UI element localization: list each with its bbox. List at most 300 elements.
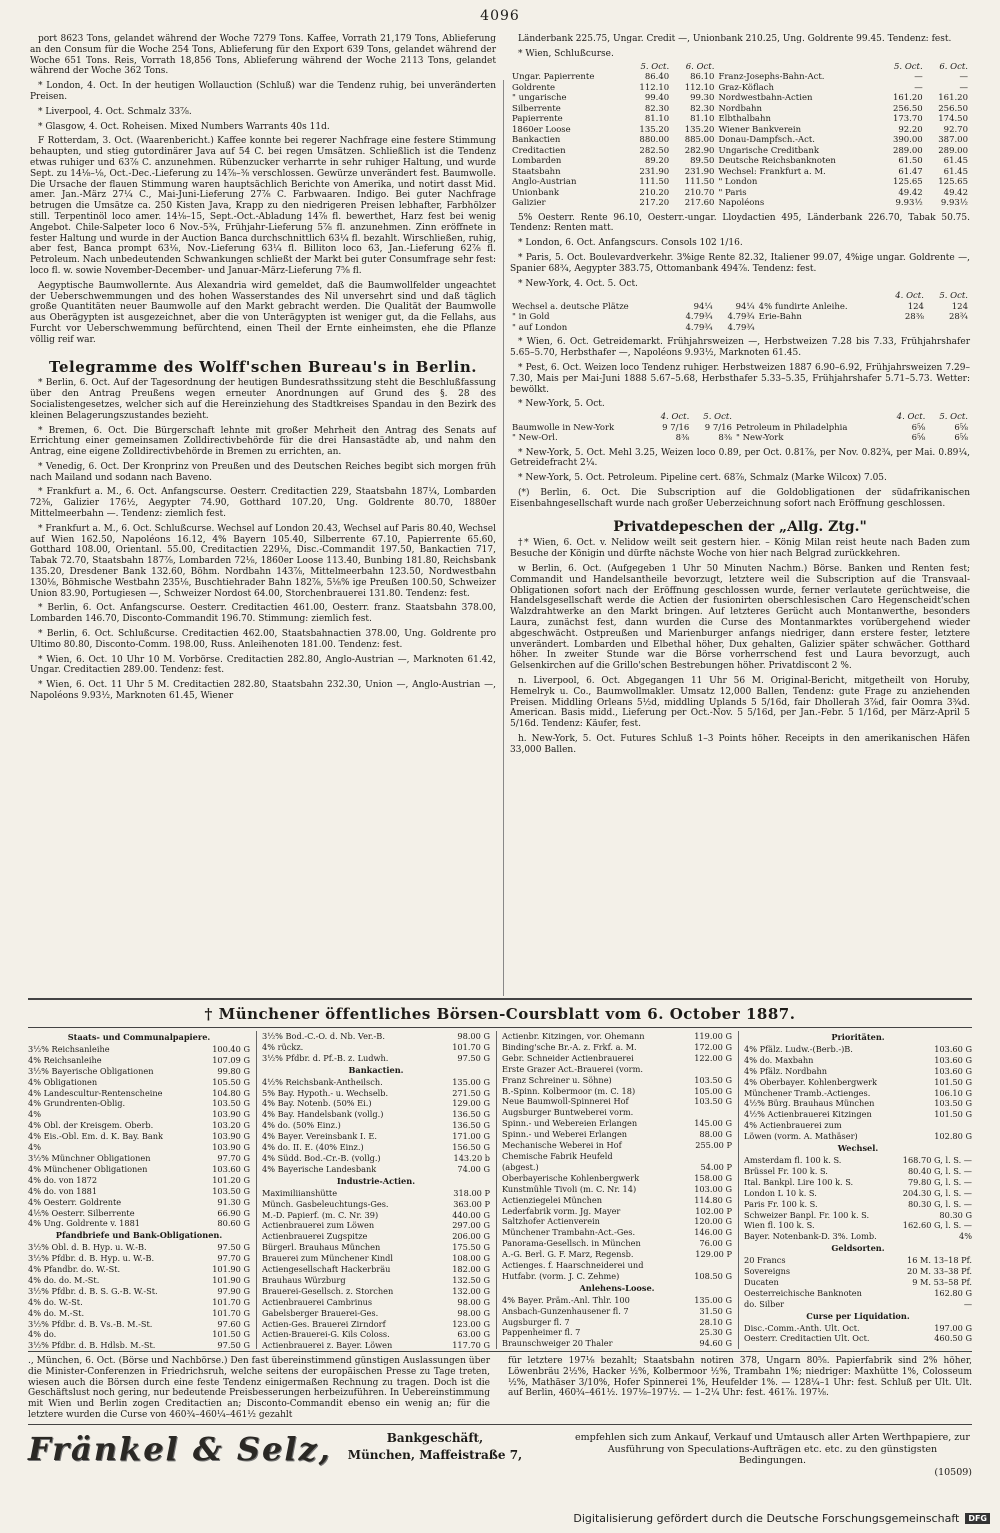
kurs-value: 114.80 G bbox=[694, 1194, 732, 1205]
quote-value: 82.30 bbox=[644, 103, 670, 114]
kurs-security: 4% Obligationen bbox=[28, 1076, 98, 1087]
kurs-security: 3½% Pfdbr. d. B. Hyp. u. W.-B. bbox=[28, 1253, 155, 1264]
kurs-row bbox=[744, 1077, 972, 1088]
kurs-value: 146.00 G bbox=[694, 1227, 732, 1238]
kurs-row bbox=[502, 1271, 732, 1282]
kurs-column-2 bbox=[262, 1031, 490, 1351]
kurs-value: 101.70 G bbox=[212, 1296, 250, 1307]
kurs-row bbox=[262, 1053, 490, 1064]
quote-value: 173.70 bbox=[892, 114, 923, 125]
security-name: Unionbank bbox=[512, 187, 560, 198]
header-spacer bbox=[715, 291, 757, 302]
kurs-value: 98.00 G bbox=[457, 1307, 490, 1318]
kurs-value: 129.00 G bbox=[452, 1098, 490, 1109]
quote-value: 86.40 bbox=[644, 72, 670, 83]
right-column bbox=[510, 34, 970, 760]
quote-value: 125.65 bbox=[892, 177, 923, 188]
kurs-security: Franz Schreiner u. Söhne) bbox=[502, 1074, 612, 1085]
table-header-row bbox=[510, 62, 970, 73]
kurs-column-1 bbox=[28, 1031, 250, 1351]
kurs-section-heading: Wechsel. bbox=[837, 1143, 879, 1154]
quote-value: 4.79¾ bbox=[727, 322, 755, 333]
kurs-value: 101.20 G bbox=[212, 1174, 250, 1185]
kurs-divider bbox=[738, 1031, 739, 1349]
quote-value: 89.50 bbox=[690, 156, 715, 167]
kurs-row bbox=[262, 1077, 490, 1088]
kurs-row bbox=[262, 1242, 490, 1253]
quote-value: 387.00 bbox=[938, 135, 968, 146]
kurs-row bbox=[744, 1188, 972, 1199]
kurs-row bbox=[502, 1042, 732, 1053]
kurs-value: 99.80 G bbox=[217, 1065, 250, 1076]
footer-text: Digitalisierung gefördert durch die Deutsche Forschungsgemeinschaft bbox=[573, 1512, 960, 1525]
header-spacer bbox=[757, 291, 882, 302]
kurs-row bbox=[28, 1077, 250, 1088]
private-dispatch: w Berlin, 6. Oct. (Aufgegeben 1 Uhr 50 Minuten Nachm.) Börse. Banken und Renten fest; Commandit und Handelsantheile bevorzugt, letztere weil die Subscription auf die Transvaal-Obligationen sofort nach der Eröffnung geschlossen wurde, ferner verlautete gerüchtweise, die Handelsgesellschaft werde die Actien der fusionirten oberschlesischen Caro Hegenscheidt'schen Walzdrahtwerke an den Markt bringen. Auf letzteres Gerücht auch Montanwerthe, besonders Laura, zunächst fest, dann wurden die Curse des Montanmarktes vorübergehend wieder abgeschwächt. Ostpreußen und Marienburger anfangs niedriger, dann erstere fester, letztere unverändert. Lombarden und Elbethal höher, Dux gehalten, Galizier später schwächer. Gotthard höher. In zweiter Stunde war die Börse vorherrschend fest und Laura bevorzugt, auch Gelsenkirchen auf die Grillo'schen Bestrebungen höher. Privatdiscont 2 %. bbox=[510, 564, 970, 672]
quote-value: 49.42 bbox=[898, 187, 923, 198]
after-wien-text: 5% Oesterr. Rente 96.10, Oesterr.-ungar. Lloydactien 495, Länderbank 226.70, Tabak 50.75. Tendenz: Renten matt. bbox=[510, 212, 970, 234]
telegram-report: * Berlin, 6. Oct. Anfangscurse. Oesterr. Creditactien 461.00, Oesterr. franz. Staatsbahn 378.00, Lombarden 146.70, Disconto-Commandit 196.70. Stimmung: ziemlich fest. bbox=[30, 603, 496, 625]
kurs-row bbox=[502, 1260, 732, 1271]
kurs-value: 206.00 G bbox=[452, 1231, 490, 1242]
kurs-row bbox=[262, 1098, 490, 1109]
security-name: Ungarische Creditbank bbox=[718, 145, 820, 156]
kurs-row bbox=[744, 1088, 972, 1099]
kurs-value: 66.90 G bbox=[217, 1207, 250, 1218]
kurs-value: 80.30 G, l. S. — bbox=[907, 1198, 972, 1209]
kurs-value: 136.50 G bbox=[452, 1120, 490, 1131]
kurs-row bbox=[28, 1186, 250, 1197]
kurs-value: 103.60 G bbox=[212, 1163, 250, 1174]
kurs-row bbox=[502, 1195, 732, 1206]
kurs-row bbox=[502, 1238, 732, 1249]
security-name bbox=[757, 323, 882, 334]
kurs-security: Actienbrauerei z. Bayer. Löwen bbox=[262, 1340, 393, 1351]
kurs-row bbox=[28, 1208, 250, 1219]
date-header: 4. Oct. bbox=[660, 412, 690, 423]
kurs-security: Ducaten bbox=[744, 1276, 779, 1287]
kurs-row bbox=[744, 1066, 972, 1077]
quote-value: 94¼ bbox=[693, 301, 713, 312]
kurs-security: 4% Bayer. Vereinsbank I. E. bbox=[262, 1131, 378, 1142]
section-rule-title bbox=[28, 1027, 972, 1028]
kurs-row bbox=[502, 1129, 732, 1140]
kurs-value: 123.00 G bbox=[452, 1318, 490, 1329]
quote-value: 880.00 bbox=[639, 135, 670, 146]
kurs-value: 156.50 G bbox=[452, 1142, 490, 1153]
quote-value: 135.20 bbox=[639, 124, 670, 135]
quote-value: 4.79¾ bbox=[685, 312, 713, 323]
kurs-security: 4% Ung. Goldrente v. 1881 bbox=[28, 1218, 141, 1229]
quote-value: 256.50 bbox=[892, 103, 923, 114]
security-name: Ungar. Papierrente bbox=[512, 72, 595, 83]
kurs-security: Actien-Brauerei-G. Kils Coloss. bbox=[262, 1329, 390, 1340]
kurs-security: 3½% Pfdbr. d. Pf.-B. z. Ludwh. bbox=[262, 1052, 389, 1063]
quote-value: 231.90 bbox=[639, 166, 670, 177]
security-name: " auf London bbox=[512, 322, 568, 333]
kurs-value: 255.00 P bbox=[695, 1140, 732, 1151]
kurs-security: Lederfabrik vorm. Jg. Mayer bbox=[502, 1205, 621, 1216]
kurs-row bbox=[502, 1064, 732, 1075]
kurs-value: 103.60 G bbox=[934, 1054, 972, 1065]
security-name: " New-Orl. bbox=[512, 433, 558, 444]
kurs-row bbox=[502, 1173, 732, 1184]
table-row bbox=[510, 177, 970, 188]
kurs-value: — bbox=[963, 1298, 972, 1309]
kurs-row bbox=[502, 1295, 732, 1306]
kurs-value: 79.80 G, l. S. — bbox=[907, 1176, 972, 1187]
market-report: * Liverpool, 4. Oct. Schmalz 33⅞. bbox=[38, 106, 192, 117]
table-row bbox=[510, 72, 970, 83]
kurs-value: 145.00 G bbox=[694, 1118, 732, 1129]
kurs-row bbox=[262, 1031, 490, 1042]
kurs-row bbox=[262, 1142, 490, 1153]
kurs-security: (abgest.) bbox=[502, 1161, 539, 1172]
kurs-security: Actienbrauerei zum Löwen bbox=[262, 1220, 375, 1231]
quote-value: 9 7/16 bbox=[704, 422, 732, 433]
kurs-section-heading: Geldsorten. bbox=[831, 1243, 885, 1254]
quote-value: — bbox=[959, 82, 968, 93]
kurs-row bbox=[744, 1210, 972, 1221]
private-dispatch: †* Wien, 6. Oct. v. Nelidow weilt seit gestern hier. – König Milan reist heute nach Baden zum Besuche der Königin und dürfte nächste Woche von hier nach Belgrad zurückkehren. bbox=[510, 538, 970, 560]
kurs-security: Amsterdam fl. 100 k. S. bbox=[744, 1154, 842, 1165]
private-dispatch-heading: Privatdepeschen der „Allg. Ztg." bbox=[613, 518, 867, 535]
kurs-security: Gabelsberger Brauerei-Ges. bbox=[262, 1307, 379, 1318]
kurs-divider bbox=[256, 1031, 257, 1349]
kurs-security: Augsburger fl. 7 bbox=[502, 1316, 570, 1327]
kurs-security: Ansbach-Gunzenhausener fl. 7 bbox=[502, 1305, 629, 1316]
quote-value: 112.10 bbox=[639, 82, 670, 93]
kurs-row bbox=[28, 1297, 250, 1308]
telegram-heading: Telegramme des Wolff'schen Bureau's in Berlin. bbox=[49, 357, 477, 376]
kurs-security: Actienbr. Kitzingen, vor. Ohemann bbox=[502, 1031, 645, 1041]
kurs-value: 136.50 G bbox=[452, 1109, 490, 1120]
kurs-row bbox=[262, 1131, 490, 1142]
kurs-value: 103.50 G bbox=[934, 1098, 972, 1109]
kurs-row bbox=[262, 1329, 490, 1340]
kurs-security: 4% Eis.-Obl. Em. d. K. Bay. Bank bbox=[28, 1131, 164, 1142]
kurs-row bbox=[262, 1319, 490, 1330]
quote-value: 282.50 bbox=[639, 145, 670, 156]
table-row bbox=[510, 302, 970, 313]
telegram-report: * Wien, 6. Oct. 11 Uhr 5 M. Creditactien 282.80, Staatsbahn 232.30, Union —, Anglo-Austrian —, Napoléons 9.93½, Marknoten 61.45, Wiener bbox=[30, 680, 496, 702]
kurs-divider bbox=[496, 1031, 497, 1349]
date-header: 4. Oct. bbox=[895, 291, 924, 302]
quote-value: 99.40 bbox=[644, 93, 670, 104]
kurs-row bbox=[744, 1277, 972, 1288]
date-header: 6. Oct. bbox=[685, 61, 715, 72]
kurs-security: 4% do. M.-St. bbox=[28, 1307, 85, 1318]
kurs-value: 117.70 G bbox=[452, 1340, 490, 1351]
kurs-row bbox=[502, 1107, 732, 1118]
kurs-row bbox=[262, 1253, 490, 1264]
kurs-value: 103.90 G bbox=[212, 1131, 250, 1142]
kurs-row bbox=[28, 1253, 250, 1264]
kurs-row bbox=[502, 1227, 732, 1238]
kurs-value: 97.70 G bbox=[217, 1152, 250, 1163]
kurs-security: Disc.-Comm.-Anth. Ult. Oct. bbox=[744, 1322, 860, 1333]
quote-value: 111.50 bbox=[639, 177, 670, 188]
kurs-security: Brauhaus Würzburg bbox=[262, 1274, 346, 1285]
kurs-security: Brauerei zum Münchener Kindl bbox=[262, 1253, 393, 1264]
ad-offer bbox=[573, 1432, 972, 1478]
table-row bbox=[510, 93, 970, 104]
kurs-security: Gebr. Schneider Actienbrauerei bbox=[502, 1052, 634, 1063]
telegram-reports bbox=[30, 378, 496, 702]
kurs-row bbox=[262, 1340, 490, 1351]
boerse-coursblatt bbox=[28, 1031, 972, 1349]
kurs-row bbox=[28, 1164, 250, 1175]
kurs-security: 5% Bay. Hypoth.- u. Wechselb. bbox=[262, 1087, 389, 1098]
quote-value: 99.30 bbox=[690, 93, 715, 104]
date-header: 5. Oct. bbox=[894, 61, 923, 72]
table-header-row bbox=[510, 291, 970, 302]
kurs-value: 98.00 G bbox=[457, 1296, 490, 1307]
kurs-value: 103.90 G bbox=[212, 1142, 250, 1153]
kurs-value: 80.30 G bbox=[939, 1209, 972, 1220]
kurs-row bbox=[744, 1155, 972, 1166]
kurs-section-heading: Prioritäten. bbox=[831, 1032, 885, 1042]
kurs-value: 4% bbox=[959, 1231, 972, 1242]
kurs-security: 3½% Obl. d. B. Hyp. u. W.-B. bbox=[28, 1242, 147, 1253]
kurs-row bbox=[744, 1098, 972, 1109]
kurs-row bbox=[744, 1266, 972, 1277]
kurs-row bbox=[744, 1131, 972, 1142]
telegram-report: * Frankfurt a. M., 6. Oct. Anfangscurse. Oesterr. Creditactien 229, Staatsbahn 187¼, Lombarden 72⅜, Galizier 176½, Aegypter 74.90, Gotthard 107.20, Ung. Goldrente 80.70, 1880er Mittelmeerbahn —. Tendenz: ziemlich fest. bbox=[30, 487, 496, 520]
kurs-security: Münch. Gasbeleuchtungs-Ges. bbox=[262, 1198, 389, 1209]
kurs-row bbox=[262, 1308, 490, 1319]
kurs-security: 4⅕% Oesterr. Silberrente bbox=[28, 1207, 135, 1218]
kurs-row bbox=[744, 1120, 972, 1131]
kurs-value: 102.80 G bbox=[934, 1131, 972, 1142]
kurs-security: 4% do. von 1881 bbox=[28, 1185, 98, 1196]
kurs-row bbox=[262, 1153, 490, 1164]
telegram-report: * Berlin, 6. Oct. Auf der Tagesordnung der heutigen Bundesrathssitzung steht die Beschlußfassung über den Antrag Preußens wegen erneuter Anordnungen auf Grund des §. 28 des Socialistengesetzes, welcher sich auf die Hereinziehung des Stadtkreises Spandau in den Bezirk des kleinen Belagerungszustandes bezieht. bbox=[30, 378, 496, 421]
kurs-value: 16 M. 13–18 Pf. bbox=[907, 1255, 972, 1266]
kurs-value: 98.00 G bbox=[457, 1031, 490, 1041]
security-name: Lombarden bbox=[512, 156, 562, 167]
kurs-security: 4½% Actienbrauerei Kitzingen bbox=[744, 1109, 872, 1120]
ad-rule bbox=[28, 1424, 972, 1425]
kurs-security: 4% do. Maxbahn bbox=[744, 1054, 814, 1065]
kurs-value: 175.50 G bbox=[452, 1242, 490, 1253]
quote-value: 124 bbox=[907, 301, 924, 312]
kurs-row bbox=[262, 1297, 490, 1308]
kurs-value: 97.50 G bbox=[457, 1052, 490, 1063]
kurs-value: 101.50 G bbox=[212, 1329, 250, 1340]
date-header: 5. Oct. bbox=[703, 412, 732, 423]
kurs-row bbox=[502, 1031, 732, 1042]
kurs-row bbox=[28, 1142, 250, 1153]
kurs-value: 460.50 G bbox=[934, 1333, 972, 1344]
security-name: 4% fundirte Anleihe. bbox=[758, 301, 848, 312]
ad-line2: München, Maffeistraße 7, bbox=[347, 1448, 523, 1462]
kurs-security: 4% Oberbayer. Kohlenbergwerk bbox=[744, 1076, 877, 1087]
kurs-row bbox=[744, 1323, 972, 1334]
kurs-security: 4% Landescultur-Rentenscheine bbox=[28, 1087, 163, 1098]
kurs-row bbox=[28, 1329, 250, 1340]
kurs-row bbox=[502, 1317, 732, 1328]
kurs-security: Saltzhofer Actienverein bbox=[502, 1216, 600, 1227]
kurs-security: Oberbayerische Kohlenbergwerk bbox=[502, 1172, 640, 1183]
table-row bbox=[510, 146, 970, 157]
kurs-value: 271.50 G bbox=[452, 1087, 490, 1098]
kurs-row bbox=[28, 1088, 250, 1099]
security-name: Silberrente bbox=[512, 103, 561, 114]
kurs-row bbox=[28, 1308, 250, 1319]
market-report: * Glasgow, 4. Oct. Roheisen. Mixed Numbers Warrants 40s 11d. bbox=[38, 121, 330, 132]
quote-value: 81.10 bbox=[644, 114, 670, 125]
kurs-security: 4% Südd. Bod.-Cr.-B. (vollg.) bbox=[262, 1152, 381, 1163]
section-rule-bottom bbox=[28, 1351, 972, 1352]
security-name: Donau-Dampfsch.-Act. bbox=[718, 135, 815, 146]
kurs-row bbox=[502, 1184, 732, 1195]
kurs-row bbox=[744, 1231, 972, 1242]
kurs-security: Augsburger Buntweberei vorm. bbox=[502, 1107, 634, 1118]
kurs-row bbox=[28, 1275, 250, 1286]
security-name: Galizier bbox=[512, 198, 546, 209]
kurs-row bbox=[502, 1327, 732, 1338]
kurs-row bbox=[744, 1044, 972, 1055]
kurs-value: 107.09 G bbox=[212, 1054, 250, 1065]
kurs-row bbox=[502, 1140, 732, 1151]
security-name: Graz-Köflach bbox=[718, 82, 774, 93]
kurs-row bbox=[744, 1288, 972, 1299]
table-row bbox=[510, 125, 970, 136]
kurs-value: 97.70 G bbox=[217, 1253, 250, 1264]
telegram-report: * Berlin, 6. Oct. Schlußcurse. Creditactien 462.00, Staatsbahnactien 378.00, Ung. Goldrente pro Ultimo 80.80, Disconto-Comm. 198.00, Russ. Anleihenoten 181.00. Tendenz: fest. bbox=[30, 629, 496, 650]
kurs-value: 162.80 G bbox=[934, 1287, 972, 1298]
security-name: Creditactien bbox=[512, 145, 566, 156]
kurs-row bbox=[744, 1333, 972, 1344]
wien-quote-table bbox=[510, 62, 970, 209]
pest-report: * Pest, 6. Oct. Weizen loco Tendenz ruhiger. Herbstweizen 1887 6.90–6.92, Frühjahrsweizen 7.29–7.30, Mais per Mai-Juni 1888 5.67–5.68, Herbsthafer 5.33–5.35, Frühjahrshafer 5.71–5.73. Wetter: bewölkt. bbox=[510, 362, 970, 395]
security-name: Deutsche Reichsbanknoten bbox=[718, 156, 836, 167]
kurs-security: 4% do. W.-St. bbox=[28, 1296, 83, 1307]
kurs-value: 197.00 G bbox=[934, 1322, 972, 1333]
table-row bbox=[510, 135, 970, 146]
quote-value: 92.20 bbox=[898, 124, 923, 135]
kurs-value: 101.50 G bbox=[934, 1109, 972, 1120]
telegram-report: * Frankfurt a. M., 6. Oct. Schlußcurse. Wechsel auf London 20.43, Wechsel auf Paris 80.40, Wechsel auf Wien 162.50, Napoléons 16.12, 4% Bayern 105.40, Silberrente 67.10, Papierrente 65.60, Gotthard 108.00, Orientanl. 55.00, Creditactien 229⅛, Disc.-Commandit 197.50, Bankactien 717, Tabak 72.70, Staatsbahn 187⅞, Lombarden 72⅛, 1860er Loose 113.40, Bunbing 181.80, Reichsbank 135.20, Dresdener Bank 132.60, Böhm. Nordbahn 143⅞, Mittelmeerbahn 123.50, Nordwestbahn 130⅛, Böhmische Westbahn 235⅛, Buschtiehrader Bahn 182⅞, 5⅛% ige Preußen 100.50, Schweizer Union 83.90, Portugiesen —, Schweizer Nordost 64.00, Storchenbrauerei 131.80. Tendenz: fest. bbox=[30, 523, 496, 599]
quote-value: 82.30 bbox=[690, 103, 715, 114]
kurs-value: 108.00 G bbox=[452, 1253, 490, 1264]
kurs-value: 318.00 P bbox=[453, 1187, 490, 1198]
table-row bbox=[510, 188, 970, 199]
kurs-security: 4% do. do. M.-St. bbox=[28, 1274, 100, 1285]
kurs-section-heading: Bankactien. bbox=[348, 1064, 404, 1075]
kurs-security: Actiengesellschaft Hackerbräu bbox=[262, 1264, 391, 1275]
quote-value: 6⅝ bbox=[954, 433, 968, 444]
quote-value: 92.70 bbox=[943, 124, 968, 135]
quote-value: 28⅜ bbox=[904, 312, 924, 323]
date-header: 6. Oct. bbox=[939, 61, 968, 72]
kurs-value: 103.50 G bbox=[212, 1098, 250, 1109]
kurs-row bbox=[502, 1151, 732, 1162]
kurs-security: Panorama-Gesellsch. in München bbox=[502, 1238, 641, 1249]
kurs-security: 20 Francs bbox=[744, 1255, 786, 1266]
kurs-value: 204.30 G, l. S. — bbox=[902, 1187, 972, 1198]
kurs-row bbox=[262, 1231, 490, 1242]
kurs-row bbox=[502, 1075, 732, 1086]
kurs-security: 4% bbox=[28, 1142, 41, 1153]
quote-value bbox=[882, 323, 926, 334]
kurs-row bbox=[502, 1162, 732, 1173]
newyork2-heading: * New-York, 5. Oct. bbox=[518, 399, 605, 410]
kurs-column-4 bbox=[744, 1031, 972, 1344]
quote-value: — bbox=[914, 72, 923, 83]
kurs-security: 3½% Münchner Obligationen bbox=[28, 1152, 151, 1163]
wien-getreide-report: * Wien, 6. Oct. Getreidemarkt. Frühjahrsweizen —, Herbstweizen 7.28 bis 7.33, Frühjahrshafer 5.65–5.70, Herbsthafer —, Napoléons 9.93½, Marknoten 61.45. bbox=[510, 337, 970, 359]
kurs-security: Bürgerl. Brauhaus München bbox=[262, 1242, 381, 1253]
kurs-security: Braunschweiger 20 Thaler bbox=[502, 1338, 613, 1349]
muenchen-boerse-report-cont: für letztere 197⅛ bezahlt; Staatsbahn notiren 378, Ungarn 80⅝. Papierfabrik sind 2% höher, Löwenbräu 2½%, Hacker ½%, Kolbermoor ½%, Trambahn 1%; niedriger: Maxhütte 1%, Colosseum ½%, Mathäser 3/10%, Hofer Spinnerei 1%, Heufelder 1%. — 128¼–1 Uhr: fest. Schluß per Ult. Ult. auf Berlin, 460¾–461½. 197⅛–197½. — 1–2¼ Uhr: fest. 461⅞. 197⅛. bbox=[508, 1356, 972, 1399]
kurs-value: 94.60 G bbox=[699, 1338, 732, 1349]
security-name: Nordbahn bbox=[718, 103, 762, 114]
kurs-row bbox=[502, 1338, 732, 1349]
kurs-value: 168.70 G, l. S. — bbox=[902, 1154, 972, 1165]
kurs-section-heading: Industrie-Actien. bbox=[336, 1175, 416, 1186]
quote-value: 8⅜ bbox=[718, 433, 732, 444]
kurs-security: 4% rückz. bbox=[262, 1041, 304, 1052]
kurs-row bbox=[28, 1175, 250, 1186]
table-row bbox=[510, 167, 970, 178]
kurs-value: 135.00 G bbox=[694, 1294, 732, 1305]
kurs-row bbox=[744, 1109, 972, 1120]
kurs-security: Neue Baumwoll-Spinnerei Hof bbox=[502, 1096, 629, 1107]
kurs-value: 103.00 G bbox=[694, 1183, 732, 1194]
kurs-row bbox=[28, 1044, 250, 1055]
quote-value: 61.50 bbox=[898, 156, 923, 167]
kurs-value: 76.00 G bbox=[699, 1238, 732, 1249]
kurs-value: 103.20 G bbox=[212, 1120, 250, 1131]
kurs-security: B.-Spinn. Kolbermoor (m. C. 18) bbox=[502, 1085, 636, 1096]
security-name: " London bbox=[718, 177, 758, 188]
newyork-grain-report: * New-York, 5. Oct. Mehl 3.25, Weizen loco 0.89, per Oct. 0.81⅞, per Nov. 0.82¾, per Mai. 0.89¼, Getreidefracht 2¼. bbox=[510, 447, 970, 469]
kurs-row bbox=[502, 1118, 732, 1129]
security-name: Elbthalbahn bbox=[718, 114, 771, 125]
date-header: 5. Oct. bbox=[939, 291, 968, 302]
kurs-value: 20 M. 33–38 Pf. bbox=[907, 1266, 972, 1277]
table-row bbox=[510, 156, 970, 167]
kurs-value: 108.50 G bbox=[694, 1270, 732, 1281]
security-name: Nordwestbahn-Actien bbox=[718, 93, 813, 104]
header-spacer bbox=[510, 62, 626, 73]
kurs-value: 100.40 G bbox=[212, 1043, 250, 1054]
kurs-security: Hutfabr. (vorm. J. C. Zehme) bbox=[502, 1270, 620, 1281]
quote-value: 174.50 bbox=[938, 114, 968, 125]
quote-value: 289.00 bbox=[938, 145, 968, 156]
quote-value: 217.20 bbox=[639, 198, 670, 209]
kurs-security: 4% Oesterr. Goldrente bbox=[28, 1196, 122, 1207]
security-name: " Paris bbox=[718, 187, 747, 198]
kurs-row bbox=[262, 1264, 490, 1275]
private-dispatches bbox=[510, 538, 970, 755]
quote-value: 49.42 bbox=[943, 187, 968, 198]
quote-value: — bbox=[959, 72, 968, 83]
kurs-security: 3½% Pfdbr. d. B. Hdlsb. M.-St. bbox=[28, 1340, 156, 1351]
market-report: port 8623 Tons, gelandet während der Woche 7279 Tons. Kaffee, Vorrath 21,179 Tons, Ablieferung an den Consum für die Woche 254 Tons, Ablieferung für den Export 639 Tons, gelandet während der Woche 651 Tons. Reis, Vorrath 18,856 Tons, Ablieferung während der Woche 2113 Tons, gelandet während der Woche 362 Tons. bbox=[30, 34, 496, 77]
quote-value: 9 7/16 bbox=[662, 422, 690, 433]
kurs-value: 158.00 G bbox=[694, 1172, 732, 1183]
quote-value: 9.93½ bbox=[895, 198, 923, 209]
market-report: Aegyptische Baumwollernte. Aus Alexandria wird gemeldet, daß die Baumwollfelder ungeachtet der Ueberschwemmungen und des hohen Wasserstandes des Nil unversehrt sind und daß täglich große Quantitäten neuer Baumwolle auf den Markt gebracht werden. Die Qualität der Baumwolle aus Oberägypten ist ausgezeichnet, aber die von Unterägypten ist weniger gut, da die Fellahs, aus Furcht vor Ueberschwemmung befürchtend, einen Theil der Ernte einheimsten, ehe die Pflanze völlig reif war. bbox=[30, 280, 496, 345]
ad-firm-name: Fränkel & Selz, bbox=[28, 1430, 332, 1468]
muenchen-boerse-report: ., München, 6. Oct. (Börse und Nachbörse.) Den fast übereinstimmend günstigen Auslassungen über die Minister-Conferenzen in Friedrichsruh, welche seitens der europäischen Presse zu Tage treten, wiesen auch die Börsen durch eine feste Tendenz einigermaßen Rechnung zu tragen. Doch ist die Geschäftslust noch gering, nur bedeutende Preisbesserungen herbeizuführen. In Uebereinstimmung mit Wien und Berlin zogen Creditactien an; Disconto-Commandit ebenso ein wenig an; für die letztere wurden die Curse von 460¾–460¼–461½ gezahlt bbox=[28, 1356, 490, 1420]
quote-value: 28¾ bbox=[948, 312, 968, 323]
security-name: Petroleum in Philadelphia bbox=[735, 422, 848, 433]
kurs-security: Actien-Ges. Brauerei Zirndorf bbox=[262, 1318, 386, 1329]
